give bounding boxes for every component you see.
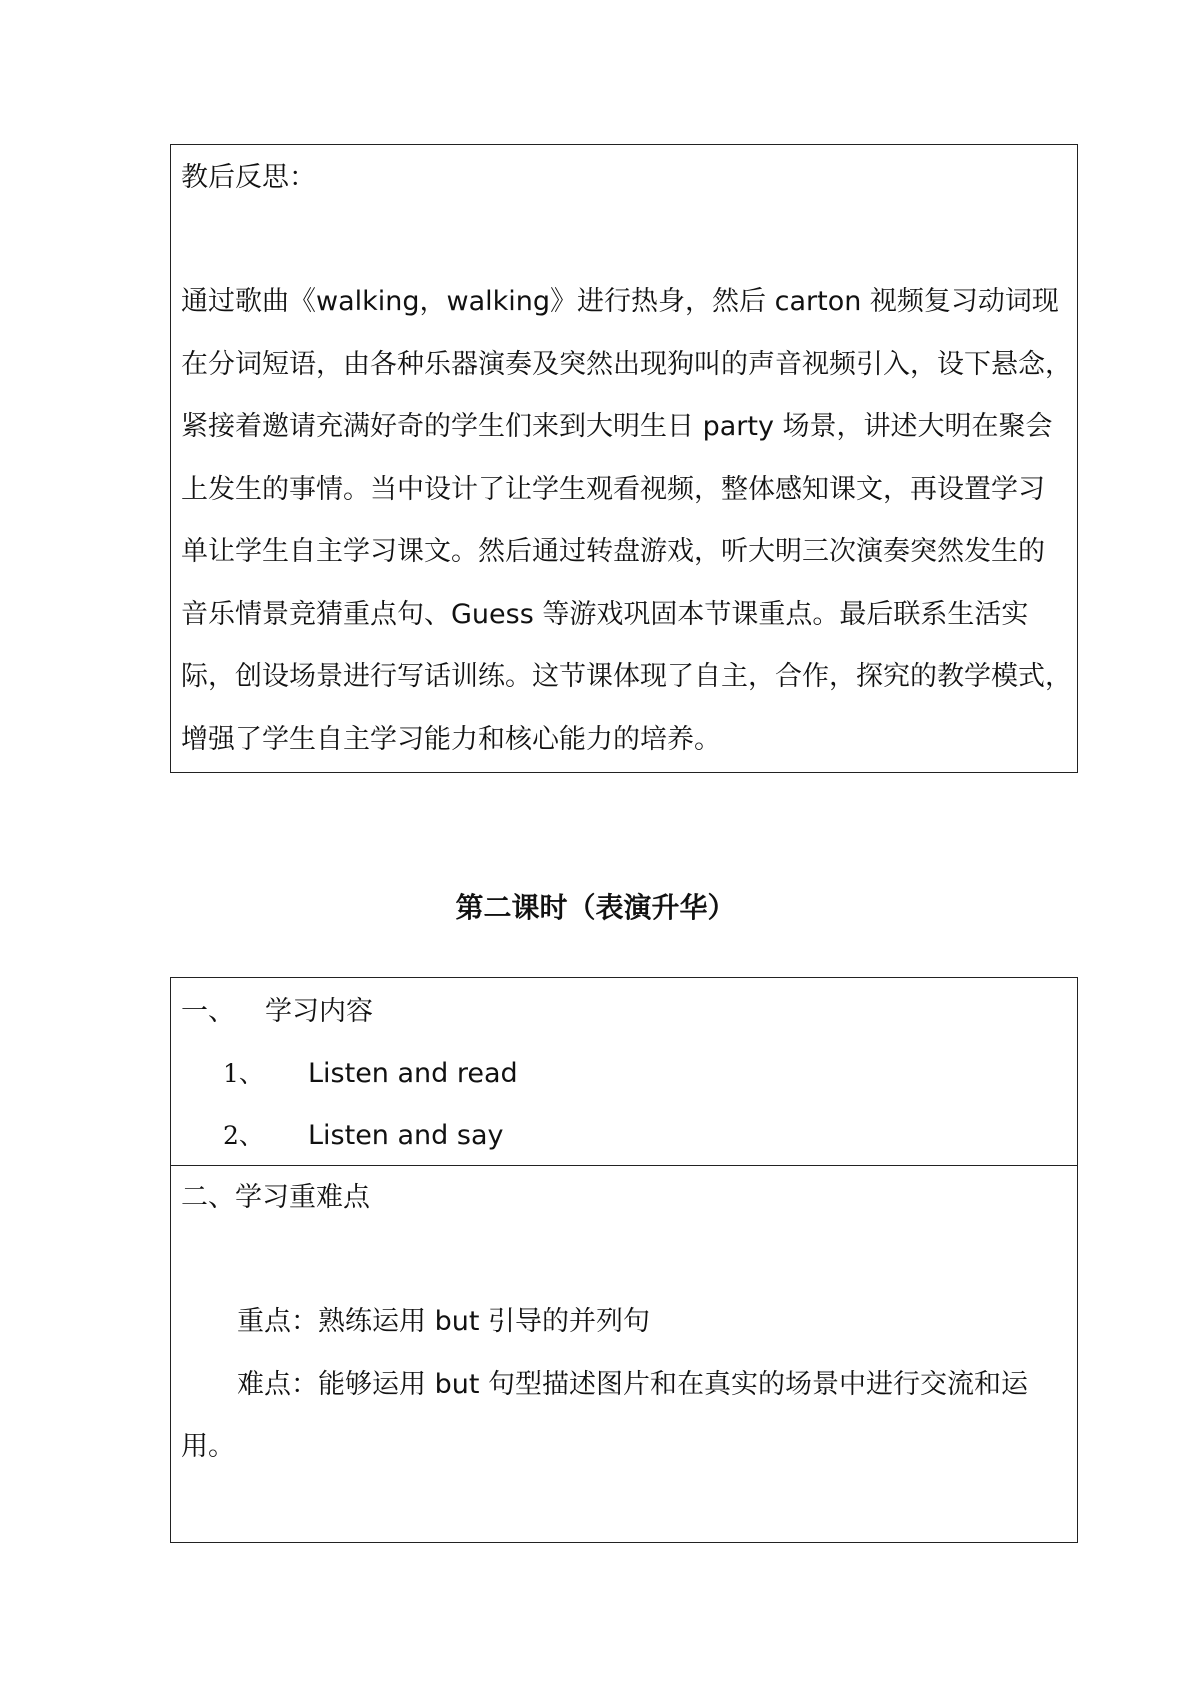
content-item: Listen and read (308, 1058, 518, 1089)
key-point: 重点：熟练运用 but 引导的并列句 (237, 1306, 651, 1337)
reflection-heading: 教后反思： (181, 162, 316, 193)
content-item-number: 2、 (223, 1121, 264, 1150)
content-item: Listen and say (308, 1120, 504, 1151)
difficulty-point-continued: 用。 (181, 1431, 235, 1462)
lesson-table (170, 977, 1078, 1543)
reflection-line: 紧接着邀请充满好奇的学生们来到大明生日 party 场景，讲述大明在聚会 (181, 411, 1053, 442)
content-heading: 学习内容 (265, 996, 373, 1027)
reflection-line: 增强了学生自主学习能力和核心能力的培养。 (181, 724, 721, 755)
reflection-line: 在分词短语，由各种乐器演奏及突然出现狗叫的声音视频引入，设下悬念， (181, 349, 1072, 380)
reflection-line: 音乐情景竞猜重点句、Guess 等游戏巩固本节课重点。最后联系生活实 (181, 599, 1029, 630)
reflection-box (170, 144, 1078, 773)
section-title: 第二课时（表演升华） (455, 891, 736, 924)
reflection-line: 上发生的事情。当中设计了让学生观看视频，整体感知课文，再设置学习 (181, 474, 1045, 505)
difficulty-point: 难点：能够运用 but 句型描述图片和在真实的场景中进行交流和运 (237, 1369, 1029, 1400)
reflection-line: 通过歌曲《walking，walking》进行热身，然后 carton 视频复习动词现 (181, 286, 1059, 317)
reflection-line: 单让学生自主学习课文。然后通过转盘游戏，听大明三次演奏突然发生的 (181, 536, 1045, 567)
focus-heading: 二、学习重难点 (181, 1182, 370, 1213)
reflection-line: 际，创设场景进行写话训练。这节课体现了自主，合作，探究的教学模式， (181, 661, 1072, 692)
content-heading-number: 一、 (181, 996, 235, 1027)
row-divider (171, 1165, 1077, 1166)
content-item-number: 1、 (223, 1059, 264, 1088)
